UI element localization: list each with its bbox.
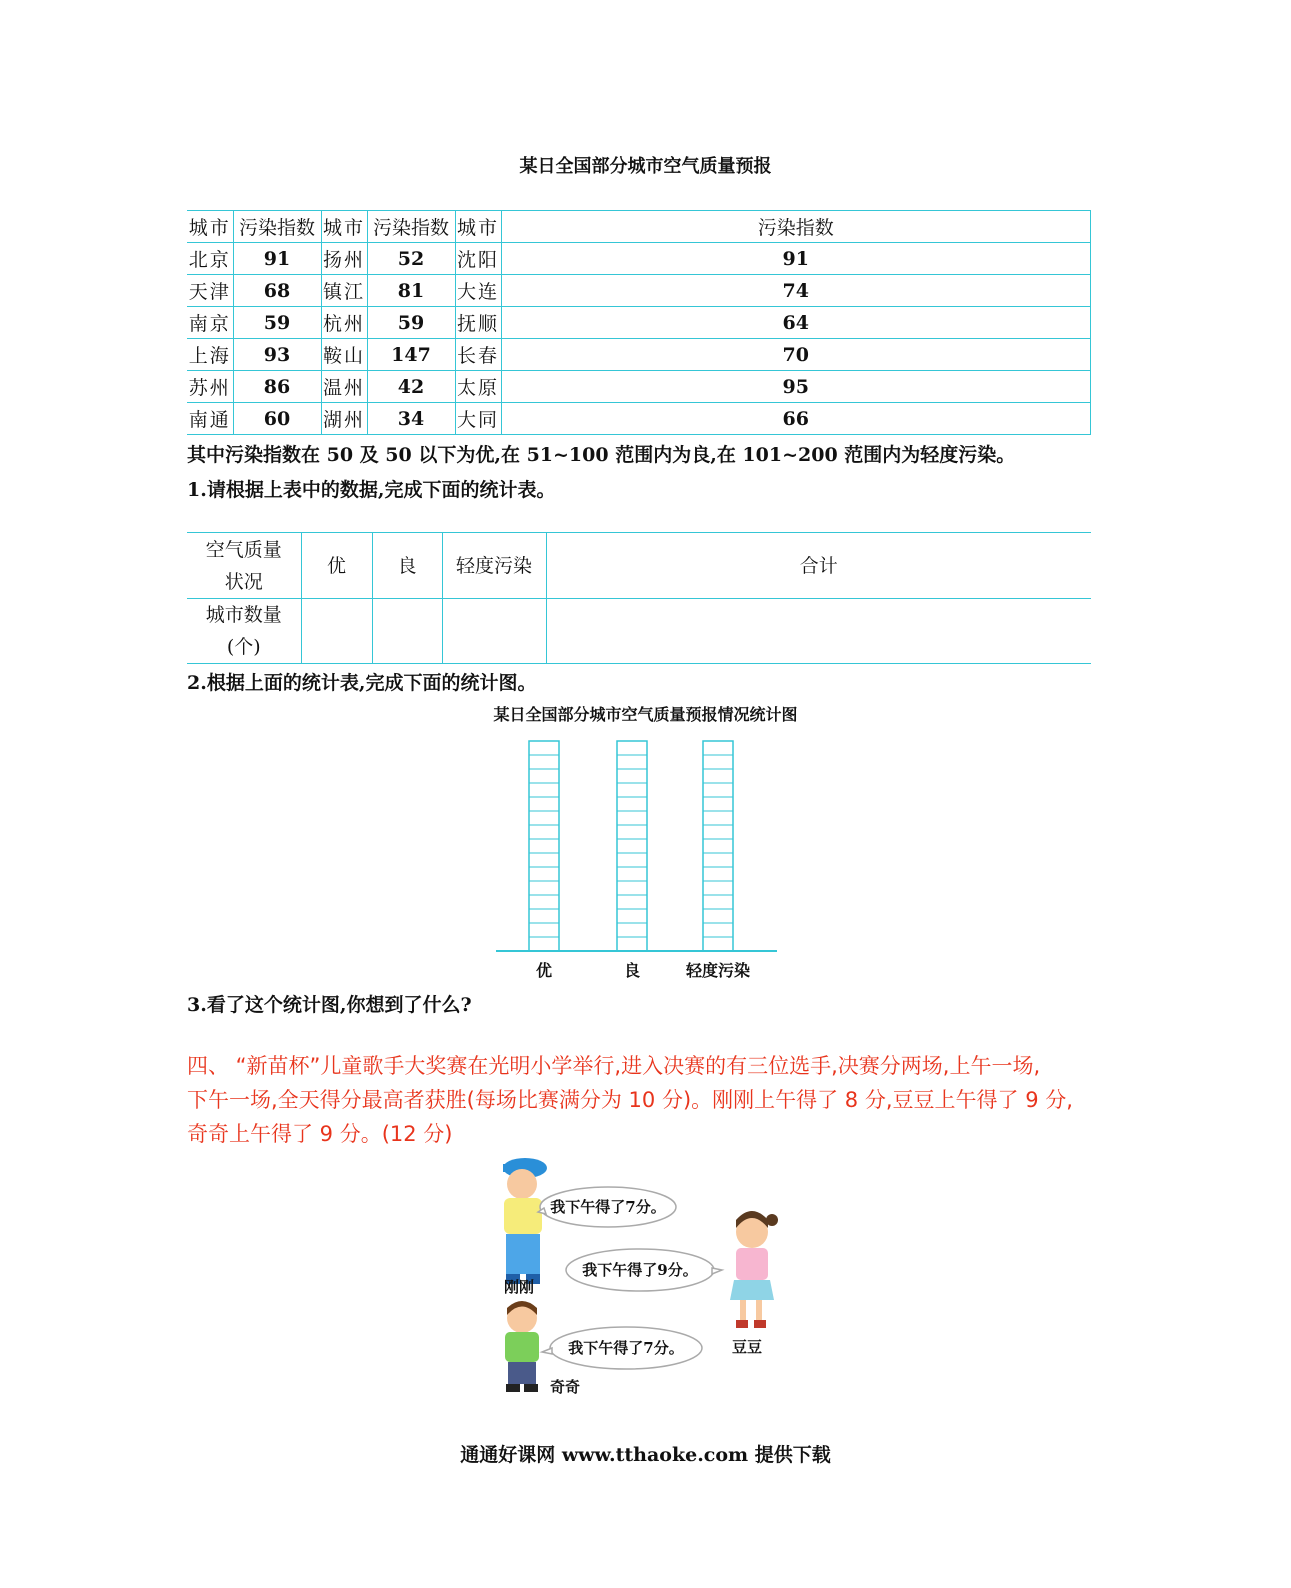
x-tick-label: 良 <box>623 961 641 980</box>
index-cell: 59 <box>233 307 321 339</box>
city-cell: 北京 <box>187 243 233 275</box>
table-row <box>187 403 1091 435</box>
index-cell: 52 <box>367 243 455 275</box>
index-cell: 59 <box>367 307 455 339</box>
section-4-line: 下午一场,全天得分最高者获胜(每场比赛满分为 10 分)。刚刚上午得了 8 分,豆豆上午得了 9 分, <box>187 1088 1073 1112</box>
table-row <box>187 275 1091 307</box>
city-cell: 上海 <box>187 339 233 371</box>
doudou-figure <box>730 1211 778 1328</box>
row-label-cell <box>187 599 301 664</box>
index-cell: 86 <box>233 371 321 403</box>
x-tick-label: 优 <box>535 961 553 980</box>
column-header: 轻度污染 <box>442 533 546 599</box>
question-2: 2.根据上面的统计表,完成下面的统计图。 <box>187 672 537 694</box>
index-cell: 68 <box>233 275 321 307</box>
table-row <box>187 243 1091 275</box>
header-cell: 污染指数 <box>233 211 321 243</box>
bar-grids <box>529 741 733 951</box>
bar-grid-frame <box>703 741 733 951</box>
name-label: 刚刚 <box>504 1278 535 1296</box>
city-cell: 鞍山 <box>321 339 367 371</box>
row-label-cell <box>187 533 301 599</box>
question-3: 3.看了这个统计图,你想到了什么? <box>187 994 472 1016</box>
table-row <box>187 307 1091 339</box>
bar-grid-frame <box>617 741 647 951</box>
bar-grid-column[interactable] <box>703 741 733 951</box>
statistics-table <box>187 532 1091 664</box>
name-label: 豆豆 <box>732 1338 763 1356</box>
table-row <box>187 339 1091 371</box>
table-header-row <box>187 211 1091 243</box>
city-cell: 镇江 <box>321 275 367 307</box>
city-cell: 长春 <box>455 339 501 371</box>
city-cell: 抚顺 <box>455 307 501 339</box>
column-header: 良 <box>372 533 442 599</box>
index-cell: 42 <box>367 371 455 403</box>
header-cell: 城市 <box>321 211 367 243</box>
characters-illustration <box>490 1150 790 1400</box>
chart-title: 某日全国部分城市空气质量预报情况统计图 <box>493 705 798 724</box>
question-1: 1.请根据上表中的数据,完成下面的统计表。 <box>187 479 556 501</box>
name-label: 奇奇 <box>550 1378 581 1396</box>
blank-cell[interactable] <box>442 599 546 664</box>
bar-chart <box>480 730 800 990</box>
table-row <box>187 533 1091 599</box>
bubble-text: 我下午得了7分。 <box>550 1198 666 1216</box>
city-cell: 太原 <box>455 371 501 403</box>
index-cell: 66 <box>501 403 1091 435</box>
bubble-text: 我下午得了9分。 <box>582 1261 698 1279</box>
index-cell: 34 <box>367 403 455 435</box>
city-cell: 南京 <box>187 307 233 339</box>
pollution-table <box>187 210 1091 435</box>
city-cell: 天津 <box>187 275 233 307</box>
city-cell: 杭州 <box>321 307 367 339</box>
header-cell: 污染指数 <box>501 211 1091 243</box>
index-cell: 81 <box>367 275 455 307</box>
city-cell: 大连 <box>455 275 501 307</box>
column-header: 合计 <box>546 533 1091 599</box>
row-label: 城市数量 <box>205 604 282 626</box>
row-label: 状况 <box>224 570 263 593</box>
city-cell: 扬州 <box>321 243 367 275</box>
index-cell: 93 <box>233 339 321 371</box>
bar-grid-column[interactable] <box>617 741 647 951</box>
bubble-text: 我下午得了7分。 <box>568 1339 684 1357</box>
city-cell: 大同 <box>455 403 501 435</box>
index-cell: 74 <box>501 275 1091 307</box>
header-cell: 污染指数 <box>367 211 455 243</box>
index-cell: 60 <box>233 403 321 435</box>
row-label: 空气质量 <box>205 538 282 561</box>
bar-grid-frame <box>529 741 559 951</box>
blank-cell[interactable] <box>301 599 372 664</box>
section-4-line: 奇奇上午得了 9 分。(12 分) <box>187 1122 453 1146</box>
index-cell: 147 <box>367 339 455 371</box>
qiqi-figure <box>505 1301 539 1392</box>
city-cell: 沈阳 <box>455 243 501 275</box>
index-cell: 70 <box>501 339 1091 371</box>
blank-cell[interactable] <box>372 599 442 664</box>
city-cell: 苏州 <box>187 371 233 403</box>
header-cell: 城市 <box>187 211 233 243</box>
x-tick-label: 轻度污染 <box>685 961 751 980</box>
index-cell: 91 <box>501 243 1091 275</box>
index-cell: 64 <box>501 307 1091 339</box>
classification-note: 其中污染指数在 50 及 50 以下为优,在 51~100 范围内为良,在 101~200 范围内为轻度污染。 <box>187 444 1016 466</box>
section-4-line: 四、 “新苗杯”儿童歌手大奖赛在光明小学举行,进入决赛的有三位选手,决赛分两场,上午一场, <box>187 1054 1041 1078</box>
city-cell: 湖州 <box>321 403 367 435</box>
city-cell: 温州 <box>321 371 367 403</box>
city-cell: 南通 <box>187 403 233 435</box>
footer: 通通好课网 www.tthaoke.com 提供下载 <box>460 1444 831 1466</box>
header-cell: 城市 <box>455 211 501 243</box>
index-cell: 91 <box>233 243 321 275</box>
table-row <box>187 371 1091 403</box>
bar-grid-column[interactable] <box>529 741 559 951</box>
row-label: (个) <box>226 636 261 658</box>
page-title: 某日全国部分城市空气质量预报 <box>519 156 772 177</box>
gangang-figure <box>503 1158 547 1284</box>
column-header: 优 <box>301 533 372 599</box>
index-cell: 95 <box>501 371 1091 403</box>
table-row <box>187 599 1091 664</box>
blank-cell[interactable] <box>546 599 1091 664</box>
